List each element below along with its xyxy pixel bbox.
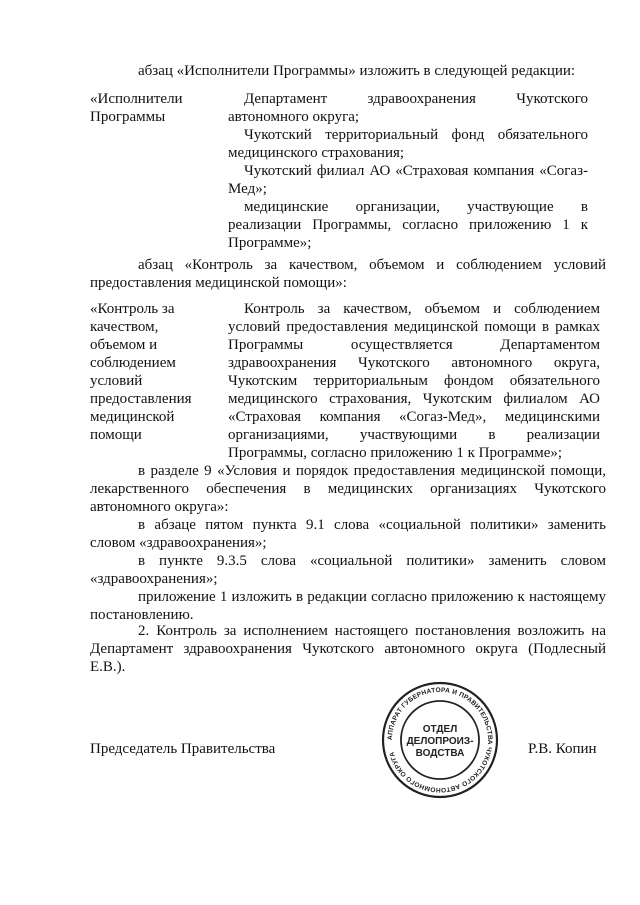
paragraph-section-9: в разделе 9 «Условия и порядок предоставления медицинской помощи, лекарственного обеспечения в медицинских организациях Чукотского автономного округа»:: [90, 463, 606, 515]
paragraph-control: 2. Контроль за исполнением настоящего постановления возложить на Департамент здравоохранения Чукотского автономного округа (Подлесный Е.В.).: [90, 623, 606, 675]
stamp-line-2: ДЕЛОПРОИЗ-: [406, 736, 474, 747]
paragraph-appendix-1: приложение 1 изложить в редакции согласно приложению к настоящему постановлению.: [90, 589, 606, 623]
table1-line-3: Чукотский филиал АО «Страховая компания «Согаз-Мед»;: [228, 163, 588, 197]
department-stamp: [380, 680, 500, 800]
table1-line-1: Департамент здравоохранения Чукотского автономного округа;: [228, 91, 588, 125]
paragraph-item-9-3-5: в пункте 9.3.5 слова «социальной политики» заменить словом «здравоохранения»;: [90, 553, 606, 587]
stamp-line-1: ОТДЕЛ: [422, 724, 458, 735]
signatory-title: Председатель Правительства: [90, 741, 276, 757]
table2-right-cell: Контроль за качеством, объемом и соблюдением условий предоставления медицинской помощи в рамках Программы осуществляется Департаментом здравоохранения Чукотского автономного округа, Чукотским территориальным фондом обязательного медицинского страхования, Чукотским филиалом АО «Страховая компания «Согаз-Мед», медицинскими организациями, участвующими в реализации Программы, согласно приложению 1 к Программе»;: [228, 301, 600, 461]
stamp-ring-text: АППАРАТ ГУБЕРНАТОРА И ПРАВИТЕЛЬСТВА ЧУКОТСКОГО АВТОНОМНОГО ОКРУГА: [386, 686, 494, 794]
table1-line-4: медицинские организации, участвующие в реализации Программы, согласно приложению 1 к Программе»;: [228, 199, 588, 251]
paragraph-item-9-1: в абзаце пятом пункта 9.1 слова «социальной политики» заменить словом «здравоохранения»;: [90, 517, 606, 551]
table1-line-2: Чукотский территориальный фонд обязательного медицинского страхования;: [228, 127, 588, 161]
signatory-name: Р.В. Копин: [528, 741, 597, 757]
table2-left-cell: «Контроль за качеством, объемом и соблюдением условий предоставления медицинской помощи: [90, 301, 192, 443]
table1-left-cell: «Исполнители Программы: [90, 91, 183, 125]
intro-paragraph-1: абзац «Исполнители Программы» изложить в следующей редакции:: [138, 63, 576, 79]
stamp-line-3: ВОДСТВА: [415, 748, 465, 759]
intro-paragraph-2: абзац «Контроль за качеством, объемом и соблюдением условий предоставления медицинской помощи»:: [90, 257, 606, 291]
table1-right-cell: [228, 90, 588, 252]
